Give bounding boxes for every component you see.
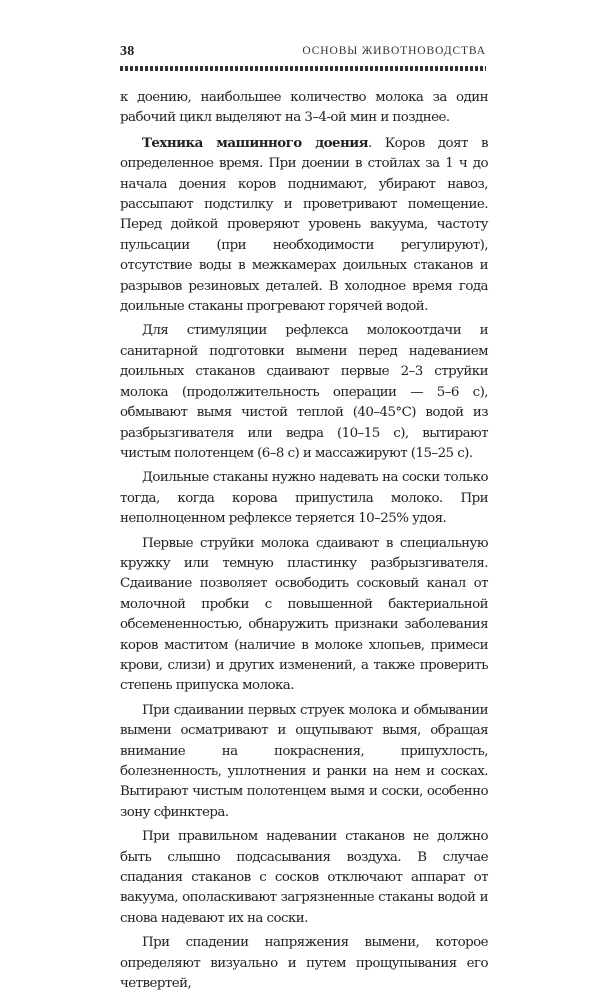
page-number: 38 <box>120 44 135 59</box>
paragraph: Доильные стаканы нужно надевать на соски только тогда, когда корова припустила молоко. При неполноценном рефлексе теряется 10–25% удоя. <box>120 470 488 527</box>
paragraph: При сдаивании первых струек молока и обмывании вымени осматривают и ощупывают вымя, обращая внимание на покраснения, припухлость, болезненность, уплотнения и ранки на нем и сосках. Вытирают чистым полотенцем вымя и соски, особенно зону сфинктера. <box>120 702 488 820</box>
paragraph: к доению, наибольшее количество молока за один рабочий цикл выделяют на 3–4-ой мин и позднее. <box>120 90 488 126</box>
body-text <box>120 88 488 994</box>
paragraph: При правильном надевании стаканов не должно быть слышно подсасывания воздуха. В случае спадания стаканов с сосков отключают аппарат от вакуума, ополаскивают загрязненные стаканы водой и снова надевают их на соски. <box>120 829 488 926</box>
page-header <box>120 44 486 62</box>
paragraph-lead: Техника машинного доения <box>142 134 368 151</box>
paragraph: При спадении напряжения вымени, которое определяют визуально и путем прощупывания его четвертей, <box>120 935 488 992</box>
paragraph: Первые струйки молока сдаивают в специальную кружку или темную пластинку разбрызгивателя. Сдаивание позволяет освободить сосковый канал от молочной пробки с повышенной бактериальной обсемененностью, обнаружить признаки заболевания коров маститом (наличие в молоке хлопьев, примеси крови, слизи) и других изменений, а также проверить степень припуска молока. <box>120 535 488 694</box>
paragraph: Для стимуляции рефлекса молокоотдачи и санитарной подготовки вымени перед надеванием доильных стаканов сдаивают первые 2–3 струйки молока (продолжительность операции — 5–6 с), обмывают вымя чистой теплой (40–45°С) водой из разбрызгивателя или ведра (10–15 с), вытирают чистым полотенцем (6–8 с) и массажируют (15–25 с). <box>120 323 488 461</box>
running-title: ОСНОВЫ ЖИВОТНОВОДСТВА <box>302 45 486 57</box>
header-rule <box>120 66 486 71</box>
paragraph: Техника машинного доения. Коров доят в определенное время. При доении в стойлах за 1 ч до начала доения коров поднимают, убирают навоз, рассыпают подстилку и проветривают помещение. Перед дойкой проверяют уровень вакуума, частоту пульсации (при необходимости регулируют), отсутствие воды в межкамерах доильных стаканов и разрывов резиновых деталей. В холодное время года доильные стаканы прогревают горячей водой. <box>120 134 488 315</box>
